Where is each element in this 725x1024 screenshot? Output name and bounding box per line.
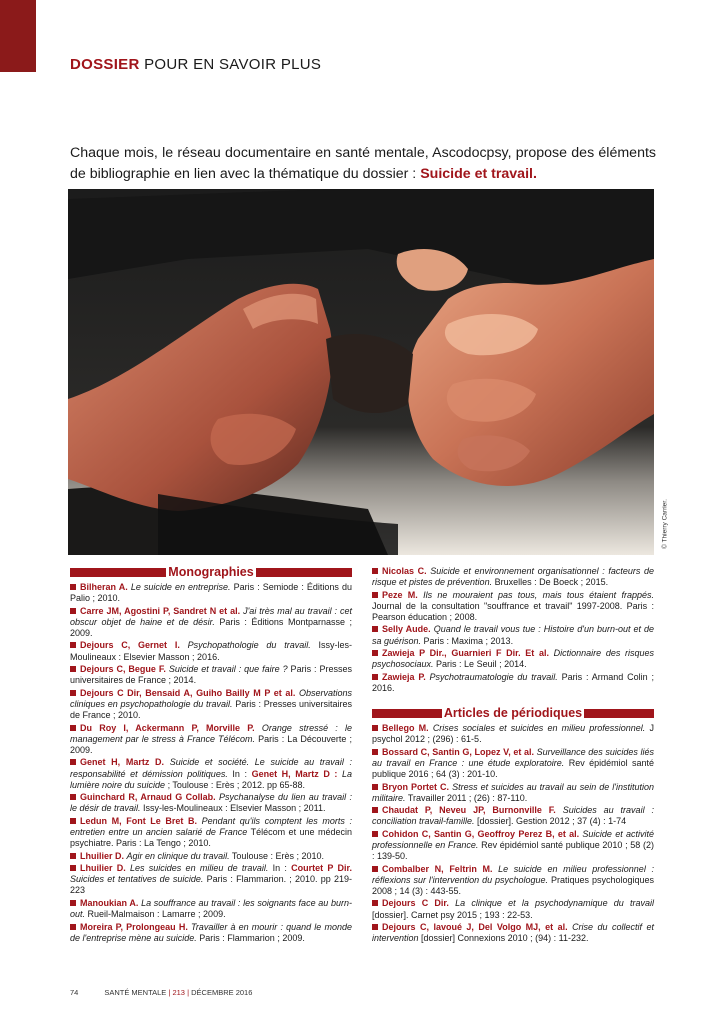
reference-publication: Paris : Éditions Montparnasse ; 2009. <box>70 616 352 638</box>
bullet-square <box>70 725 76 731</box>
reference-authors: Peze M. <box>382 589 418 600</box>
reference-entry <box>372 782 654 804</box>
reference-publication: Télécom et une médecin psychiatre. Paris : La Tengo ; 2010. <box>70 826 353 849</box>
footer-separator: | <box>187 988 190 997</box>
reference-title: Les suicides en milieu de travail. <box>130 863 269 874</box>
reference-authors: Bilheran A. <box>80 582 128 592</box>
reference-authors: Nicolas C. <box>382 566 427 576</box>
reference-entry <box>70 582 352 604</box>
reference-title: Psychopathologie du travail. <box>187 640 311 651</box>
reference-publication: Paris : Armand Colin ; 2016. <box>372 671 654 693</box>
reference-title: Quand le travail vous tue : Histoire d'un burn-out et de sa guérison. <box>372 624 654 646</box>
reference-publication: Issy-les-Moulineaux : Elsevier Masson ; 2011. <box>140 803 326 814</box>
reference-publication: Rev épidémiol santé publique 2016 ; 64 (3) : 201-10. <box>372 757 655 779</box>
reference-authors: Dejours C, lavoué J, Del Volgo MJ, et al. <box>382 922 568 933</box>
reference-authors: Du Roy I, Ackermann P, Morville P. <box>80 722 255 733</box>
bullet-square <box>372 650 378 656</box>
bullet-square <box>70 759 76 765</box>
reference-publication: Paris : La Découverte ; 2009. <box>70 733 353 755</box>
reference-entry <box>70 664 352 686</box>
bullet-square <box>372 674 378 680</box>
reference-title: Dictionnaire des risques psychosociaux. <box>372 648 654 670</box>
reference-title: Suicides au travail : conciliation travail-famille. <box>372 805 654 827</box>
reference-in: In : <box>227 768 252 779</box>
section-bar <box>70 568 166 577</box>
reference-entry <box>70 723 352 756</box>
reference-entry <box>70 757 352 790</box>
reference-entry <box>372 898 654 920</box>
reference-title: La souffrance au travail : les soignants face au burn-out. <box>70 898 352 920</box>
reference-editors: Courtet P Dir. <box>291 863 352 874</box>
section-header-monographies <box>70 566 352 579</box>
reference-entry <box>70 898 352 920</box>
articles-list <box>372 723 654 944</box>
reference-publication: J psychol 2012 ; (296) : 61-5. <box>372 723 654 745</box>
reference-publication: Paris : Maxima ; 2013. <box>421 635 514 646</box>
reference-publication: Paris : Flammarion. ; 2010. pp 219-223 <box>70 874 352 896</box>
reference-entry <box>70 606 352 639</box>
footer-separator: | <box>168 988 171 997</box>
reference-title: Suicide et environnement organisationnel : facteurs de risque et pistes de prévention. <box>372 566 654 588</box>
reference-publication: Paris : Flammarion ; 2009. <box>196 932 305 943</box>
reference-publication: [dossier]. Carnet psy 2015 ; 193 : 22-53. <box>372 909 533 920</box>
reference-title: Suicide et société. Le suicide au travail : responsabilité et démission politiques. <box>70 757 352 779</box>
reference-authors: Combalber N, Feltrin M. <box>382 863 493 874</box>
reference-title: Suicide et activité professionnelle en France. <box>372 828 654 850</box>
reference-publication: Journal de la consultation "souffrance et travail" 1997-2008. Paris : Pearson éducation ; 2008. <box>372 600 654 622</box>
reference-authors: Moreira P, Prolongeau H. <box>80 921 188 932</box>
reference-publication: Toulouse : Erès ; 2010. <box>229 850 324 861</box>
reference-authors: Dejours C, Begue F. <box>80 664 166 675</box>
reference-publication: Paris : Presses universitaires de France ; 2010. <box>70 698 352 721</box>
reference-entry <box>372 624 654 646</box>
page-footer <box>70 988 252 997</box>
reference-entry <box>70 816 352 849</box>
bullet-square <box>372 831 378 837</box>
reference-entry <box>372 723 654 745</box>
reference-publication: Bruxelles : De Boeck ; 2015. <box>492 577 609 588</box>
reference-entry <box>372 648 654 670</box>
bullet-square <box>70 900 76 906</box>
column-left <box>70 566 352 945</box>
section-bar <box>584 709 654 718</box>
monographies-list <box>70 582 352 944</box>
reference-title: Travailler à en mourir : quand le monde de l'entreprise mène au suicide. <box>70 921 352 943</box>
reference-authors: Dejours C, Gernet I. <box>80 640 180 651</box>
bullet-square <box>372 924 378 930</box>
reference-authors: Manoukian A. <box>80 898 139 909</box>
bullet-square <box>372 725 378 731</box>
bullet-square <box>372 568 378 574</box>
bullet-square <box>70 584 76 590</box>
section-title: Articles de périodiques <box>443 706 583 721</box>
monographies-list-continued <box>372 566 654 694</box>
reference-entry <box>372 566 654 588</box>
bullet-square <box>372 592 378 598</box>
reference-authors: Dejours C Dir. <box>382 898 449 909</box>
reference-entry <box>70 688 352 721</box>
kicker-rest: POUR EN SAVOIR PLUS <box>139 56 322 73</box>
reference-title: Pendant qu'ils comptent les morts : entretien entre un ancien salarié de France <box>70 815 352 837</box>
reference-title: Agir en clinique du travail. <box>126 850 230 861</box>
reference-publication: ; Toulouse : Erès ; 2012. pp 65-88. <box>165 779 305 790</box>
reference-entry <box>372 864 654 897</box>
intro-paragraph <box>70 143 656 185</box>
bullet-square <box>70 865 76 871</box>
reference-authors: Genet H, Martz D. <box>80 757 165 768</box>
reference-entry <box>372 747 654 780</box>
reference-publication: Issy-les-Moulineaux : Elsevier Masson ; 2016. <box>70 640 352 662</box>
reference-publication: Paris : Le Seuil ; 2014. <box>433 659 527 670</box>
painting-clenched-hands <box>68 189 654 555</box>
reference-publication: Rev épidémiol santé publique 2010 ; 58 (2) : 139-50. <box>372 839 654 862</box>
reference-authors: Carre JM, Agostini P, Sandret N et al. <box>80 605 241 616</box>
reference-title: Suicide et travail : que faire ? <box>168 664 288 675</box>
corner-accent <box>0 0 36 72</box>
reference-publication: Rueil-Malmaison : Lamarre ; 2009. <box>85 909 226 920</box>
reference-title: Orange stressé : le management par le stress à France Télécom. <box>70 722 352 744</box>
journal-name: SANTÉ MENTALE <box>104 988 167 997</box>
reference-book-title: La lumière noire du suicide <box>70 768 352 790</box>
intro-text: Chaque mois, le réseau documentaire en santé mentale, Ascodocpsy, propose des éléments de bibliographie en lien avec la thématique du dossier : <box>70 145 656 182</box>
reference-publication: Travailler 2011 ; (26) : 87-110. <box>405 792 528 803</box>
reference-authors: Zawieja P. <box>382 671 426 682</box>
reference-authors: Cohidon C, Santin G, Geoffroy Perez B, et al. <box>382 828 580 839</box>
bullet-square <box>372 626 378 632</box>
reference-title: Ils ne mouraient pas tous, mais tous étaient frappés. <box>423 589 654 600</box>
reference-title: Stress et suicides au travail au sein de l'institution militaire. <box>372 781 654 803</box>
reference-entry <box>70 851 352 862</box>
bullet-square <box>70 642 76 648</box>
reference-title: La clinique et la psychodynamique du travail <box>455 898 655 909</box>
reference-entry <box>372 805 654 827</box>
bullet-square <box>372 807 378 813</box>
bullet-square <box>70 853 76 859</box>
bullet-square <box>70 666 76 672</box>
reference-authors: Ledun M, Font Le Bret B. <box>80 815 198 826</box>
reference-authors: Dejours C Dir, Bensaid A, Guiho Bailly M P et al. <box>80 687 296 698</box>
reference-entry <box>372 672 654 694</box>
section-header-articles <box>372 707 654 720</box>
reference-authors: Zawieja P Dir., Guarnieri F Dir. Et al. <box>382 648 549 659</box>
reference-publication: Pratiques psychologiques 2008 ; 14 (3) : 443-55. <box>372 874 654 896</box>
bullet-square <box>372 784 378 790</box>
reference-authors: Bossard C, Santin G, Lopez V, et al. <box>382 746 534 757</box>
page-number: 74 <box>70 988 79 997</box>
reference-book-title: Suicides et tentatives de suicide. <box>70 874 204 885</box>
reference-authors: Guinchard R, Arnaud G Collab. <box>80 792 216 803</box>
photo-credit: © Thierry Carrier. <box>661 499 669 549</box>
reference-title: Le suicide en entreprise. <box>130 582 231 592</box>
reference-editors: Genet H, Martz D : <box>251 768 338 779</box>
reference-publication: [dossier] Connexions 2010 ; (94) : 11-232. <box>418 933 589 944</box>
reference-entry <box>70 792 352 814</box>
reference-entry <box>372 829 654 862</box>
section-bar <box>256 568 352 577</box>
bullet-square <box>70 924 76 930</box>
reference-authors: Chaudat P, Neveu JP, Burnonville F. <box>382 805 556 816</box>
reference-entry <box>70 863 352 896</box>
bullet-square <box>70 794 76 800</box>
reference-title: Observations cliniques en psychopathologie du travail. <box>70 687 352 709</box>
section-title: Monographies <box>168 565 254 579</box>
reference-publication: Paris : Presses universitaires de France ; 2014. <box>70 664 352 686</box>
reference-title: Surveillance des suicides liés au travail en France : une étude exploratoire. <box>372 746 654 768</box>
bullet-square <box>372 749 378 755</box>
reference-authors: Bryon Portet C. <box>382 781 450 792</box>
reference-title: Crise du collectif et intervention <box>372 922 654 944</box>
reference-publication: Paris : Semiode : Éditions du Palio ; 2010. <box>70 582 352 604</box>
intro-highlight: Suicide et travail. <box>420 166 537 182</box>
bullet-square <box>70 690 76 696</box>
section-bar <box>372 709 442 718</box>
reference-entry <box>70 640 352 662</box>
bullet-square <box>70 608 76 614</box>
reference-publication: [dossier]. Gestion 2012 ; 37 (4) : 1-74 <box>474 816 627 827</box>
reference-in: In : <box>268 863 292 874</box>
column-right <box>372 566 654 946</box>
reference-title: Psychanalyse du lien au travail : le désir de travail. <box>70 792 352 814</box>
reference-entry <box>70 922 352 944</box>
bullet-square <box>372 900 378 906</box>
reference-authors: Bellego M. <box>382 723 429 734</box>
reference-authors: Lhuilier D. <box>80 850 125 861</box>
reference-title: Crises sociales et suicides en milieu professionnel. <box>432 723 646 734</box>
reference-entry <box>372 922 654 944</box>
dossier-kicker <box>70 56 321 73</box>
reference-authors: Lhuilier D. <box>80 863 126 874</box>
reference-title: J'ai très mal au travail : cet obscur objet de haine et de désir. <box>70 605 352 627</box>
kicker-bold: DOSSIER <box>70 56 140 73</box>
bullet-square <box>372 866 378 872</box>
reference-authors: Selly Aude. <box>382 624 431 635</box>
issue-number: 213 <box>172 988 185 997</box>
issue-date: DÉCEMBRE 2016 <box>191 988 253 997</box>
reference-entry <box>372 590 654 623</box>
reference-title: Le suicide en milieu professionnel : réflexions sur l'intervention du psychologue. <box>372 863 654 885</box>
bullet-square <box>70 818 76 824</box>
reference-title: Psychotraumatologie du travail. <box>429 671 558 682</box>
